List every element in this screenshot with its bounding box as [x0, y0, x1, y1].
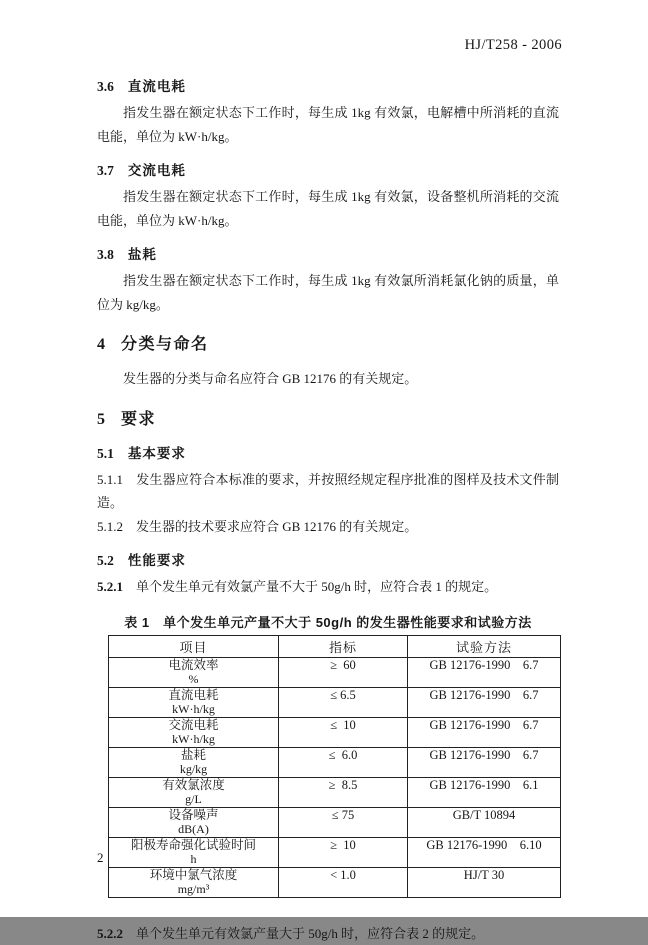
cell-index: ≤ 10 — [279, 717, 408, 747]
item-name: 有效氯浓度 — [111, 778, 276, 793]
table-1-caption: 表 1 单个发生单元产量不大于 50g/h 的发生器性能要求和试验方法 — [97, 612, 559, 631]
heading-5-2 — [97, 549, 559, 569]
page-content — [97, 64, 559, 945]
heading-title: 性能要求 — [128, 553, 186, 568]
cell-index: ≥ 60 — [279, 657, 408, 687]
heading-3-8 — [97, 243, 559, 263]
cell-index: ≤ 75 — [279, 807, 408, 837]
heading-number: 3.8 — [97, 247, 114, 262]
item-unit: g/L — [111, 792, 276, 807]
cell-method: HJ/T 30 — [408, 867, 561, 897]
column-header-index: 指标 — [279, 635, 408, 657]
cell-item — [109, 717, 279, 747]
cell-method: GB 12176-1990 6.7 — [408, 747, 561, 777]
heading-4 — [97, 331, 559, 354]
item-name: 阳极寿命强化试验时间 — [111, 838, 276, 853]
paragraph-3-8: 指发生器在额定状态下工作时，每生成 1kg 有效氯所消耗氯化钠的质量，单位为 kg/kg。 — [97, 269, 559, 316]
clause-number: 5.2.2 — [97, 926, 123, 941]
heading-title: 直流电耗 — [128, 79, 186, 94]
clause-number: 5.1.2 — [97, 519, 123, 534]
table-1-head — [109, 635, 561, 657]
heading-title: 基本要求 — [128, 446, 186, 461]
heading-title: 交流电耗 — [128, 163, 186, 178]
heading-number: 3.6 — [97, 79, 114, 94]
cell-index: ≥ 10 — [279, 837, 408, 867]
heading-title: 盐耗 — [128, 247, 157, 262]
heading-number: 5 — [97, 411, 105, 428]
item-name: 直流电耗 — [111, 688, 276, 703]
cell-item — [109, 777, 279, 807]
heading-number: 5.2 — [97, 553, 114, 568]
cell-index: ≥ 8.5 — [279, 777, 408, 807]
clause-5-2-1 — [97, 575, 559, 599]
heading-5-1 — [97, 442, 559, 462]
table-row — [109, 867, 561, 897]
cell-method: GB 12176-1990 6.1 — [408, 777, 561, 807]
cell-item — [109, 807, 279, 837]
clause-text: 发生器的技术要求应符合 GB 12176 的有关规定。 — [136, 519, 417, 534]
column-header-item: 项目 — [109, 635, 279, 657]
cell-method: GB 12176-1990 6.7 — [408, 687, 561, 717]
heading-number: 4 — [97, 336, 105, 353]
item-unit: kW·h/kg — [111, 732, 276, 747]
clause-text: 发生器应符合本标准的要求，并按照经规定程序批准的图样及技术文件制造。 — [97, 472, 559, 511]
item-unit: mg/m³ — [111, 882, 276, 897]
table-row — [109, 657, 561, 687]
table-row — [109, 837, 561, 867]
paragraph-3-7: 指发生器在额定状态下工作时，每生成 1kg 有效氯，设备整机所消耗的交流电能，单位为 kW·h/kg。 — [97, 185, 559, 232]
table-row — [109, 777, 561, 807]
heading-5 — [97, 406, 559, 429]
clause-5-1-1 — [97, 468, 559, 515]
cell-method: GB/T 10894 — [408, 807, 561, 837]
table-row — [109, 807, 561, 837]
cell-item — [109, 657, 279, 687]
table-1-body — [109, 657, 561, 897]
cell-method: GB 12176-1990 6.7 — [408, 717, 561, 747]
cell-item — [109, 837, 279, 867]
cell-item — [109, 747, 279, 777]
cell-item — [109, 867, 279, 897]
cell-method: GB 12176-1990 6.10 — [408, 837, 561, 867]
item-name: 交流电耗 — [111, 718, 276, 733]
item-unit: kg/kg — [111, 762, 276, 777]
standard-code-header: HJ/T258 - 2006 — [465, 37, 562, 54]
item-unit: h — [111, 852, 276, 867]
item-name: 盐耗 — [111, 748, 276, 763]
heading-number: 5.1 — [97, 446, 114, 461]
page-number: 2 — [97, 850, 104, 866]
table-row — [109, 747, 561, 777]
paragraph-4: 发生器的分类与命名应符合 GB 12176 的有关规定。 — [97, 367, 559, 391]
clause-5-1-2 — [97, 515, 559, 539]
cell-index: ≤ 6.0 — [279, 747, 408, 777]
heading-number: 3.7 — [97, 163, 114, 178]
item-unit: dB(A) — [111, 822, 276, 837]
clause-number: 5.2.1 — [97, 579, 123, 594]
heading-3-7 — [97, 159, 559, 179]
cell-index: ≤ 6.5 — [279, 687, 408, 717]
cell-index: < 1.0 — [279, 867, 408, 897]
item-unit: % — [111, 672, 276, 687]
item-name: 电流效率 — [111, 658, 276, 673]
paragraph-3-6: 指发生器在额定状态下工作时，每生成 1kg 有效氯，电解槽中所消耗的直流电能，单位为 kW·h/kg。 — [97, 101, 559, 148]
heading-title: 要求 — [121, 411, 156, 428]
clause-text: 单个发生单元有效氯产量大于 50g/h 时，应符合表 2 的规定。 — [136, 926, 484, 941]
item-name: 设备噪声 — [111, 808, 276, 823]
cell-item — [109, 687, 279, 717]
table-header-row — [109, 635, 561, 657]
heading-3-6 — [97, 75, 559, 95]
cell-method: GB 12176-1990 6.7 — [408, 657, 561, 687]
heading-title: 分类与命名 — [121, 336, 209, 353]
clause-5-2-2 — [97, 922, 559, 945]
item-name: 环境中氯气浓度 — [111, 868, 276, 883]
table-1 — [108, 635, 561, 898]
clause-number: 5.1.1 — [97, 472, 123, 487]
item-unit: kW·h/kg — [111, 702, 276, 717]
clause-text: 单个发生单元有效氯产量不大于 50g/h 时，应符合表 1 的规定。 — [136, 579, 497, 594]
column-header-method: 试验方法 — [408, 635, 561, 657]
table-row — [109, 687, 561, 717]
table-row — [109, 717, 561, 747]
